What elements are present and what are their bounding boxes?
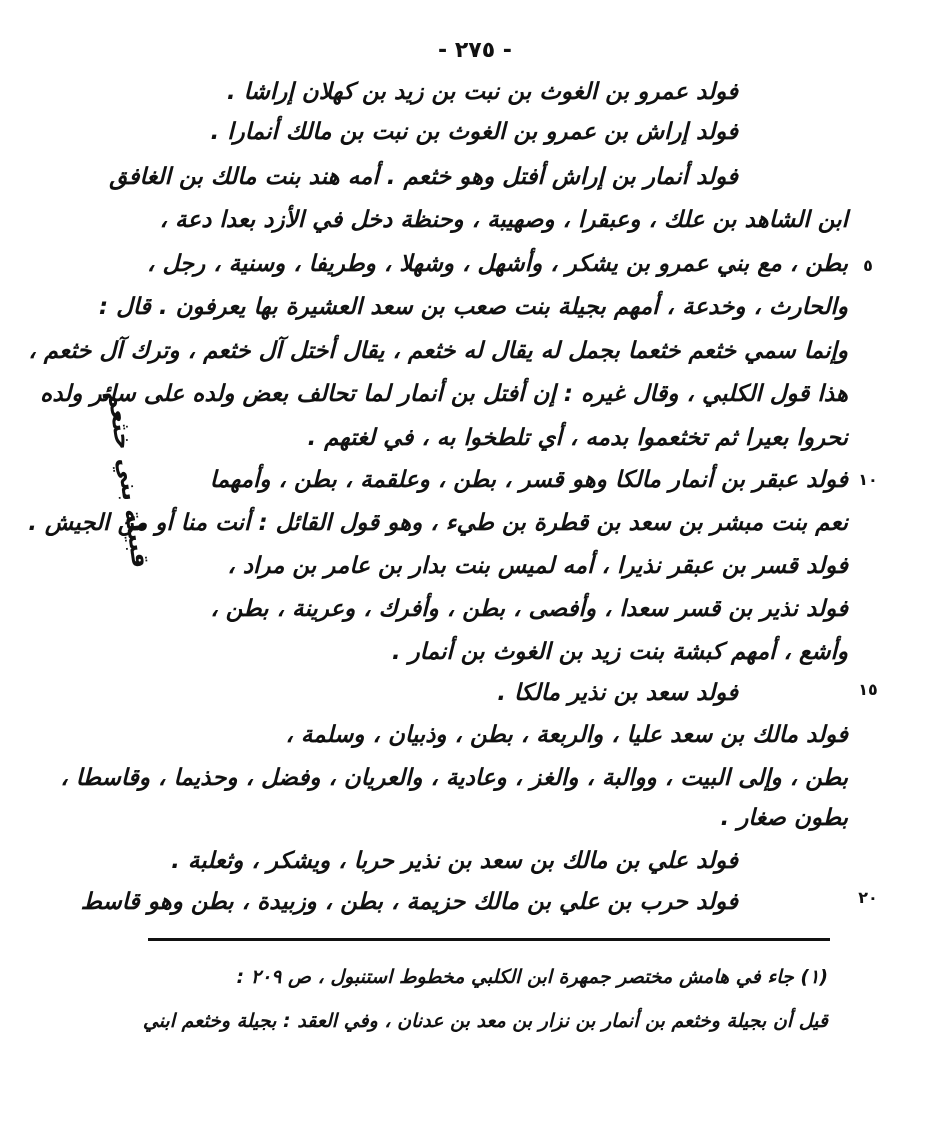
handwritten-margin-note: قبيلة بني خثعم: [102, 388, 155, 570]
text-line-1: فولد عمرو بن الغوث بن نبت بن زيد بن كهلان إراشا .: [226, 79, 738, 105]
line-number-15: ١٥: [858, 680, 878, 699]
text-line-19: فولد علي بن مالك بن سعد بن نذير حربا ، ويشكر ، وثعلبة .: [171, 848, 738, 874]
page-number: - ٢٧٥ -: [438, 38, 512, 63]
line-number-20: ٢٠: [858, 888, 878, 907]
text-line-5: بطن ، مع بني عمرو بن يشكر ، وأشهل ، وشهلا ، وطريفا ، وسنية ، رجل ،: [147, 251, 848, 277]
footnote-1: (١) جاء في هامش مختصر جمهرة ابن الكلبي مخطوط استنبول ، ص ٢٠٩ :: [236, 966, 828, 988]
text-line-6: والحارث ، وخدعة ، أمهم بجيلة بنت صعب بن سعد العشيرة بها يعرفون . قال :: [98, 294, 848, 320]
text-line-9: نحروا بعيرا ثم تخثعموا بدمه ، أي تلطخوا به ، في لغتهم .: [307, 425, 848, 451]
text-line-18: بطون صغار .: [720, 805, 848, 831]
text-line-7: وإنما سمي خثعم خثعما بجمل له يقال له خثعم ، يقال أختل آل خثعم ، وترك آل خثعم ،: [28, 338, 848, 364]
text-line-8: هذا قول الكلبي ، وقال غيره : إن أفتل بن أنمار لما تحالف بعض ولده على سائر ولده: [40, 381, 848, 407]
text-line-4: ابن الشاهد بن علك ، وعبقرا ، وصهيبة ، وحنظة دخل في الأزد بعدا دعة ،: [159, 207, 848, 233]
text-line-3: فولد أنمار بن إراش أفتل وهو خثعم . أمه هند بنت مالك بن الغافق: [109, 164, 738, 190]
footnote-divider: [148, 938, 830, 941]
text-line-13: فولد نذير بن قسر سعدا ، وأفصى ، بطن ، وأفرك ، وعرينة ، بطن ،: [210, 596, 848, 622]
line-number-5: ٥: [863, 256, 873, 275]
line-number-10: ١٠: [858, 470, 878, 489]
text-line-15: فولد سعد بن نذير مالكا .: [497, 680, 738, 706]
text-line-2: فولد إراش بن عمرو بن الغوث بن نبت بن مالك أنمارا .: [210, 119, 738, 145]
text-line-20: فولد حرب بن علي بن مالك حزيمة ، بطن ، وزبيدة ، بطن وهو قاسط: [80, 889, 738, 915]
text-line-16: فولد مالك بن سعد عليا ، والربعة ، بطن ، وذبيان ، وسلمة ،: [285, 722, 848, 748]
footnote-2: قيل أن بجيلة وخثعم بن أنمار بن نزار بن معد بن عدنان ، وفي العقد : بجيلة وخثعم ابني: [142, 1010, 828, 1032]
text-line-14: وأشع ، أمهم كبشة بنت زيد بن الغوث بن أنمار .: [391, 639, 848, 665]
text-line-10: فولد عبقر بن أنمار مالكا وهو قسر ، بطن ، وعلقمة ، بطن ، وأمهما: [209, 467, 848, 493]
text-line-17: بطن ، وإلى البيت ، ووالبة ، والغز ، وعادية ، والعريان ، وفضل ، وحذيما ، وقاسطا ،: [60, 765, 848, 791]
text-line-12: فولد قسر بن عبقر نذيرا ، أمه لميس بنت بدار بن عامر بن مراد ،: [227, 553, 848, 579]
text-line-11: نعم بنت مبشر بن سعد بن قطرة بن طيء ، وهو قول القائل : أنت منا أو من الجيش .: [28, 510, 848, 536]
